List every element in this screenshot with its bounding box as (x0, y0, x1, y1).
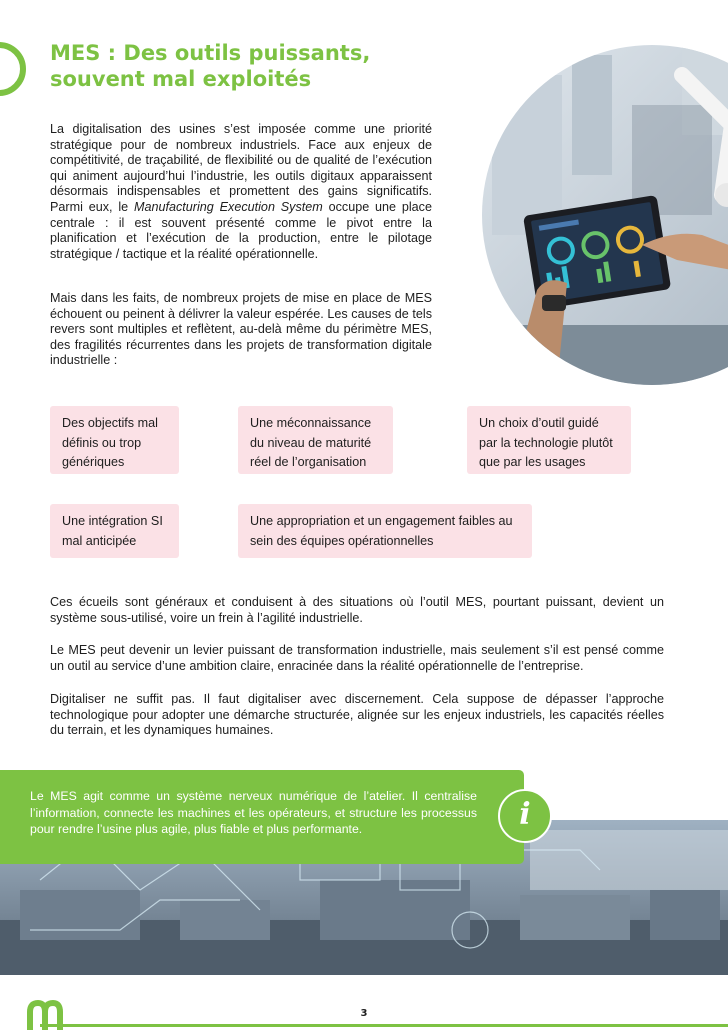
brand-logo-icon (26, 1000, 70, 1030)
title-line-1: MES : Des outils puissants, (50, 41, 371, 65)
page-number: 3 (360, 1008, 368, 1019)
decorative-ring (0, 42, 26, 96)
footer-rule (40, 1024, 728, 1027)
info-icon (498, 789, 552, 843)
intro-p1-before: La digitalisation des usines s’est imposée comme une priorité stratégique pour de nombreux industriels. Face aux enjeux de compétitivité, de traçabilité, de flexibilité ou de qualité de l’exécution qui animent aujourd’hui l’industrie, les outils digitaux apparaissent désormais indispensables et promettent des gains significatifs. Parmi eux, le (50, 122, 432, 214)
intro-p1-after: occupe une place centrale : il est souvent présenté comme le pivot entre la planification et l’exécution de la production, entre le pilotage stratégique / tactique et la réalité opérationnelle. (50, 199, 432, 261)
title-line-2: souvent mal exploités (50, 67, 312, 91)
pitfall-box-maturity: Une méconnaissance du niveau de maturité réel de l’organisation (238, 406, 393, 474)
body-paragraph-lever: Le MES peut devenir un levier puissant de transformation industrielle, mais seulement s’il est pensé comme un outil au service d’une ambition claire, enracinée dans la réalité opérationnelle de l’entreprise. (50, 643, 664, 673)
tablet-illustration (482, 45, 728, 385)
intro-paragraph-2: Mais dans les faits, de nombreux projets de mise en place de MES échouent ou peinent à délivrer la valeur espérée. Les causes de tels revers sont multiples et reflètent, au-delà même du périmètre MES, des fragilités récurrentes dans les projets de transformation digitale industrielle : (50, 291, 432, 368)
callout-text: Le MES agit comme un système nerveux numérique de l’atelier. Il centralise l’information, connecte les machines et les opérateurs, et structure les processus pour rendre l’usine plus agile, plus fiable et plus performante. (30, 789, 477, 836)
pitfall-box-objectives: Des objectifs mal définis ou trop génériques (50, 406, 179, 474)
page-title (50, 40, 450, 92)
pitfall-box-engagement: Une appropriation et un engagement faibles au sein des équipes opérationnelles (238, 504, 532, 558)
pitfall-box-integration: Une intégration SI mal anticipée (50, 504, 179, 558)
intro-paragraph-1 (50, 122, 432, 262)
intro-p1-emphasis: Manufacturing Execution System (134, 199, 323, 214)
body-paragraph-discernment: Digitaliser ne suffit pas. Il faut digitaliser avec discernement. Cela suppose de dépasser l’approche technologique pour adopter une démarche structurée, alignée sur les enjeux industriels, les capacités réelles du terrain, et les dynamiques humaines. (50, 692, 664, 738)
tablet-factory-photo (482, 45, 728, 385)
brand-logo-shape (26, 1000, 70, 1030)
pitfall-box-tool-choice: Un choix d’outil guidé par la technologie plutôt que par les usages (467, 406, 631, 474)
body-paragraph-pitfalls: Ces écueils sont généraux et conduisent à des situations où l’outil MES, pourtant puissant, devient un système sous-utilisé, voire un frein à l’agilité industrielle. (50, 595, 664, 625)
info-icon-glyph: i (519, 797, 531, 832)
